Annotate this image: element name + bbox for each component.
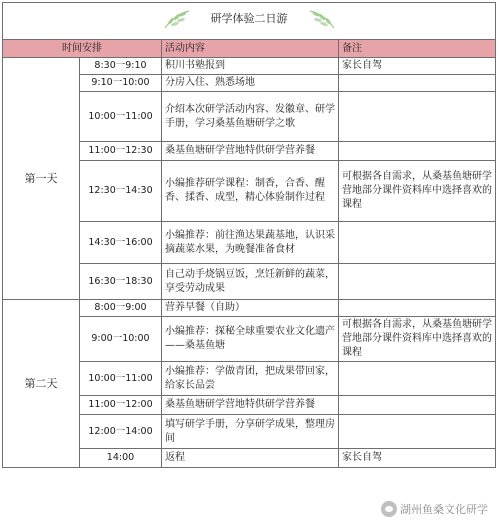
time-cell: 14:00	[80, 449, 162, 468]
header-time: 时间安排	[3, 40, 162, 58]
note-cell: 家长自驾	[339, 58, 496, 75]
time-cell: 12:00一14:00	[80, 415, 162, 449]
title-row	[3, 3, 496, 40]
note-cell	[339, 300, 496, 317]
table-row	[3, 58, 496, 75]
note-cell	[339, 264, 496, 300]
activity-cell: 填写研学手册，分享研学成果，整理房间	[162, 415, 339, 449]
table-row	[3, 300, 496, 317]
watermark-text: 湖州鱼桑文化研学	[400, 503, 488, 516]
header-row	[3, 40, 496, 58]
note-cell: 可根据各自需求，从桑基鱼塘研学营地部分课件资料库中选择喜欢的课程	[339, 317, 496, 362]
day-label: 第二天	[3, 300, 80, 468]
page-title: 研学体验二日游	[210, 12, 288, 25]
note-cell	[339, 75, 496, 92]
time-cell: 9:00一10:00	[80, 317, 162, 362]
note-cell: 家长自驾	[339, 449, 496, 468]
activity-cell: 营养早餐（自助）	[162, 300, 339, 317]
activity-cell: 介绍本次研学活动内容、发徽章、研学手册，学习桑基鱼塘研学之歌	[162, 92, 339, 142]
note-cell: 可根据各自需求，从桑基鱼塘研学营地部分课件资料库中选择喜欢的课程	[339, 161, 496, 222]
activity-cell: 小编推荐：探秘全球重要农业文化遗产——桑基鱼塘	[162, 317, 339, 362]
activity-cell: 桑基鱼塘研学营地特供研学营养餐	[162, 396, 339, 415]
schedule-sheet	[2, 2, 495, 522]
activity-cell: 分房入住、熟悉场地	[162, 75, 339, 92]
wechat-account-icon	[381, 501, 397, 517]
activity-cell: 积川书塾报到	[162, 58, 339, 75]
note-cell	[339, 415, 496, 449]
note-cell	[339, 92, 496, 142]
leaf-decoration-right-icon	[294, 8, 338, 30]
time-cell: 12:30一14:30	[80, 161, 162, 222]
note-cell	[339, 362, 496, 396]
activity-cell: 桑基鱼塘研学营地特供研学营养餐	[162, 142, 339, 161]
activity-cell: 自己动手烧锅豆饭，烹饪新鲜的蔬菜，享受劳动成果	[162, 264, 339, 300]
time-cell: 9:10一10:00	[80, 75, 162, 92]
time-cell: 10:00一11:00	[80, 92, 162, 142]
time-cell: 14:30一16:00	[80, 222, 162, 264]
note-cell	[339, 222, 496, 264]
time-cell: 11:00一12:00	[80, 396, 162, 415]
schedule-table	[2, 2, 496, 468]
time-cell: 8:30一9:10	[80, 58, 162, 75]
note-cell	[339, 396, 496, 415]
activity-cell: 小编推荐：学做青团，把成果带回家，给家长品尝	[162, 362, 339, 396]
leaf-decoration-left-icon	[161, 8, 205, 30]
activity-cell: 小编推荐：前往渔达果蔬基地，认识采摘蔬菜水果，为晚餐准备食材	[162, 222, 339, 264]
watermark	[378, 500, 491, 518]
activity-cell: 小编推荐研学课程：制香，合香、醒香、揉香、成型，精心体验制作过程	[162, 161, 339, 222]
header-activity: 活动内容	[162, 40, 339, 58]
time-cell: 10:00一11:00	[80, 362, 162, 396]
time-cell: 8:00一9:00	[80, 300, 162, 317]
time-cell: 11:00一12:30	[80, 142, 162, 161]
day-label: 第一天	[3, 58, 80, 300]
header-note: 备注	[339, 40, 496, 58]
note-cell	[339, 142, 496, 161]
activity-cell: 返程	[162, 449, 339, 468]
title-cell	[3, 3, 496, 40]
time-cell: 16:30一18:30	[80, 264, 162, 300]
